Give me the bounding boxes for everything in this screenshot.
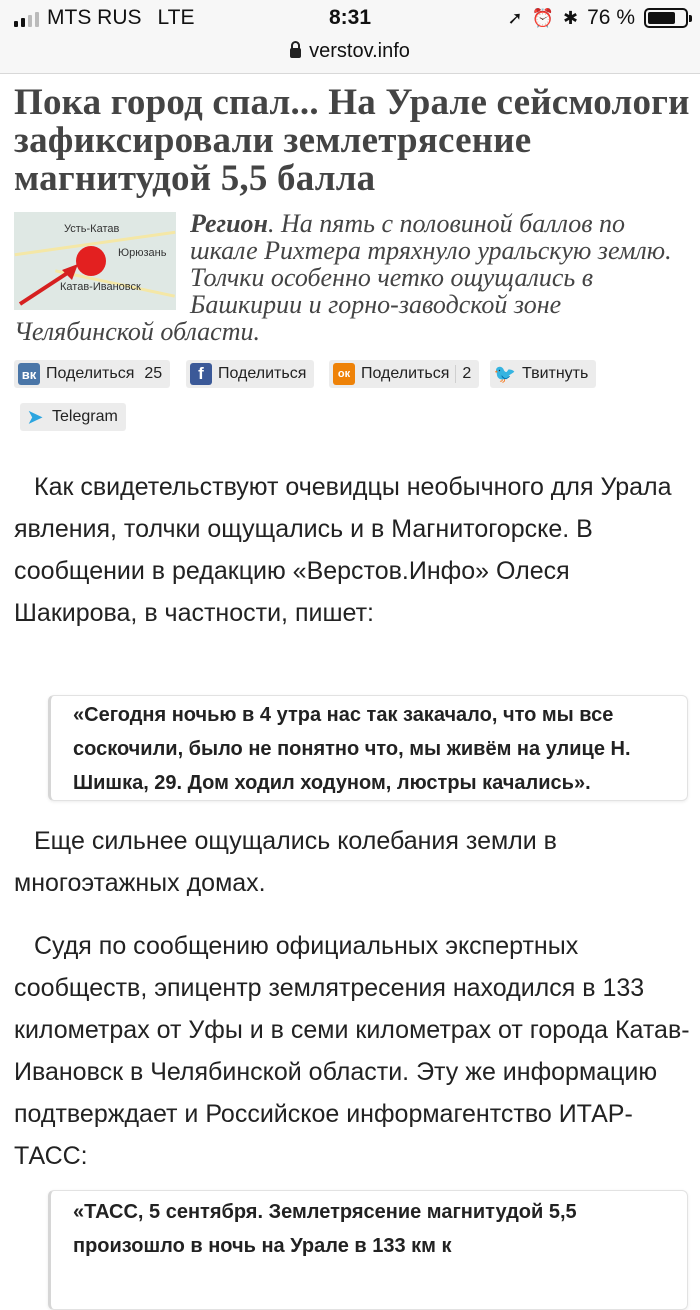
telegram-icon: ➤	[27, 406, 43, 427]
share-vk-button[interactable]	[14, 360, 170, 388]
map-label: Юрюзань	[118, 247, 167, 259]
share-count: 25	[144, 365, 163, 382]
share-twitter-button[interactable]	[490, 360, 596, 388]
article-title: Пока город спал... На Урале сейсмологи зафиксировали землетрясение магнитудой 5,5 балла	[14, 82, 690, 199]
article-lead	[14, 210, 686, 345]
status-time: 8:31	[328, 6, 372, 29]
article-quote: «Сегодня ночью в 4 утра нас так закачало, что мы все соскочили, было не понятно что, мы живём на улице Н. Шишка, 29. Дом ходил ходуном, люстры качались».	[48, 695, 688, 801]
arrow-icon	[14, 212, 176, 310]
bluetooth-icon: ✱	[563, 7, 579, 28]
map-thumbnail[interactable]	[14, 212, 176, 310]
vk-icon: вк	[18, 363, 40, 385]
odnoklassniki-icon: ок	[333, 363, 355, 385]
url-domain: verstov.info	[309, 40, 410, 62]
alarm-icon: ⏰	[531, 7, 555, 28]
share-odnoklassniki-button[interactable]	[329, 360, 479, 388]
lead-region: Регион	[190, 209, 268, 238]
status-right	[508, 6, 688, 30]
article-paragraph: Судя по сообщению официальных экспертных сообществ, эпицентр землятресения находился в 133 километрах от Уфы и в семи километрах от города Катав-Ивановск в Челябинской области. Эту же информацию подтверждает и Российское информагентство ИТАР-ТАСС:	[14, 932, 690, 1170]
battery-icon	[644, 8, 688, 28]
lead-text: . На пять с половиной баллов по шкале Рихтера тряхнуло уральскую землю. Толчки особенно четко ощущались в Башкирии и горно-заводской зоне Челябинской области.	[14, 209, 672, 346]
network-type: LTE	[157, 6, 195, 29]
twitter-icon: 🐦	[493, 363, 517, 384]
share-label: Поделиться	[361, 365, 450, 382]
battery-percent: 76 %	[587, 6, 635, 29]
article-quote: «ТАСС, 5 сентября. Землетрясение магнитудой 5,5 произошло в ночь на Урале в 133 км к	[48, 1190, 688, 1310]
article-paragraph: Еще сильнее ощущались колебания земли в многоэтажных домах.	[14, 827, 557, 897]
lock-icon	[290, 48, 301, 58]
status-bar	[0, 0, 700, 40]
url-bar[interactable]	[0, 40, 700, 74]
map-label: Усть-Катав	[64, 223, 120, 235]
share-label: Поделиться	[218, 365, 307, 382]
share-count: 2	[455, 365, 471, 383]
carrier-name: MTS RUS	[47, 6, 142, 29]
share-label: Твитнуть	[522, 365, 589, 382]
share-telegram-button[interactable]	[20, 403, 126, 431]
article-paragraph: Как свидетельствуют очевидцы необычного для Урала явления, толчки ощущались и в Магнитогорске. В сообщении в редакцию «Верстов.Инфо» Олеся Шакирова, в частности, пишет:	[14, 473, 672, 627]
share-label: Telegram	[52, 408, 118, 425]
share-facebook-button[interactable]	[186, 360, 314, 388]
share-label: Поделиться	[46, 365, 135, 382]
map-label: Катав-Ивановск	[60, 281, 141, 293]
facebook-icon: f	[190, 363, 212, 385]
location-icon: ➚	[507, 7, 523, 28]
